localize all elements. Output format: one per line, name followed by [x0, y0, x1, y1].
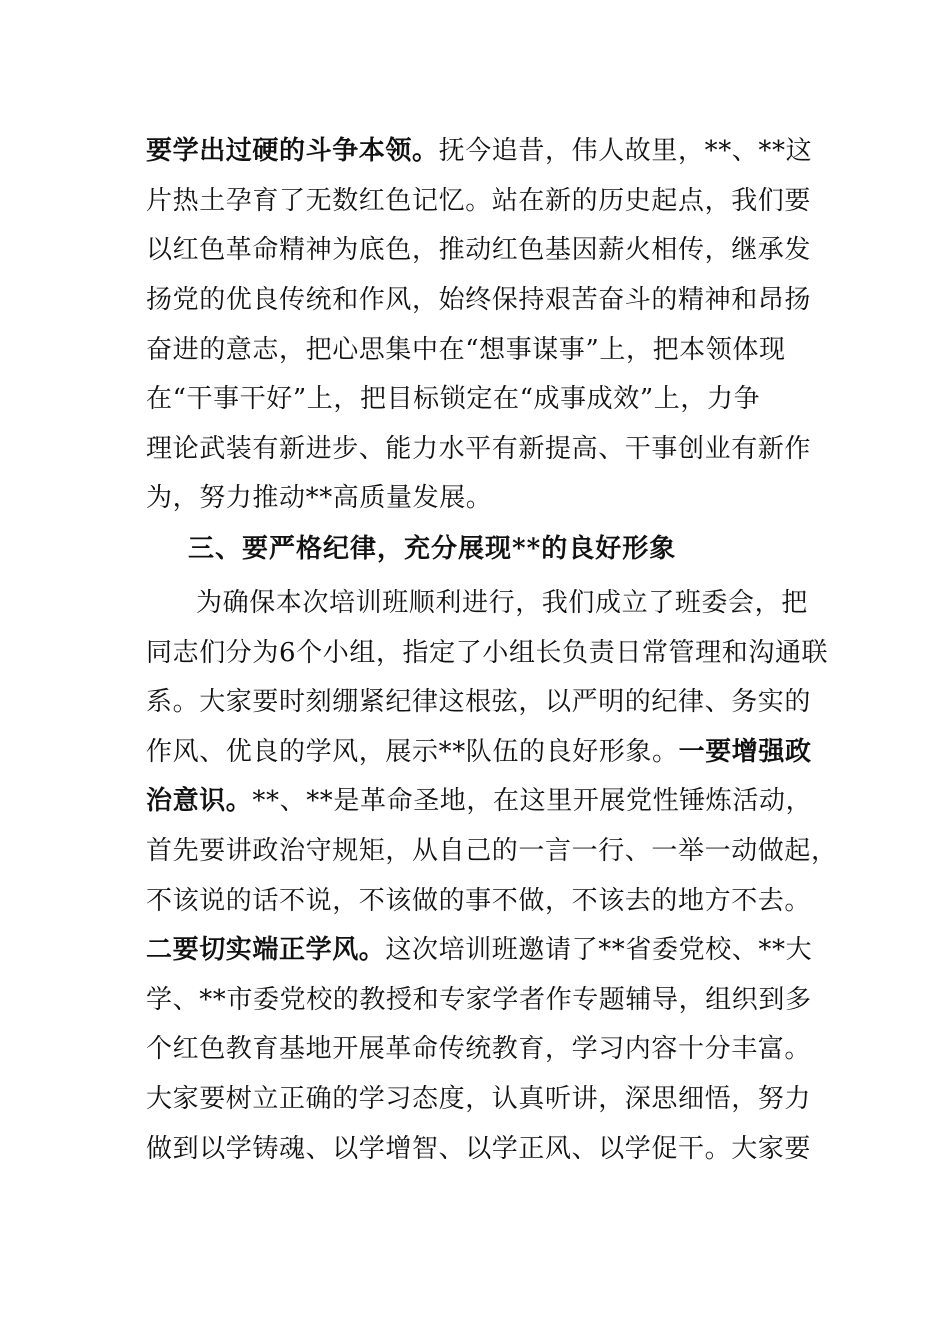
text-line-6 — [146, 374, 760, 424]
text-line-4 — [146, 275, 811, 325]
line-text: 作风、优良的学风，展示**队伍的良好形象。 — [146, 737, 679, 767]
text-line-20 — [146, 1074, 811, 1124]
line-text: 扬党的优良传统和作风，始终保持艰苦奋斗的精神和昂扬 — [146, 285, 812, 315]
text-line-16 — [146, 876, 811, 926]
line-text: 奋进的意志，把心思集中在“想事谋事”上，把本领体现 — [146, 335, 786, 365]
bold-phrase: 二要切实端正学风。 — [146, 935, 386, 965]
line-text: **、**是革命圣地，在这里开展党性锤炼活动， — [252, 786, 813, 816]
text-line-7 — [146, 424, 811, 474]
bold-phrase: 要学出过硬的斗争本领。 — [146, 136, 439, 166]
line-text: 做到以学铸魂、以学增智、以学正风、以学促干。大家要 — [146, 1134, 812, 1164]
bold-phrase: 一要增强政 — [678, 737, 812, 767]
text-line-15 — [146, 826, 838, 876]
line-text: 不该说的话不说，不该做的事不做，不该去的地方不去。 — [146, 886, 812, 916]
text-line-17 — [146, 925, 812, 975]
text-line-5 — [146, 325, 786, 375]
text-line-21 — [146, 1124, 811, 1174]
text-line-12 — [146, 677, 811, 727]
section-heading — [188, 524, 676, 574]
line-text: 理论武装有新进步、能力水平有新提高、干事创业有新作 — [146, 434, 812, 464]
line-text: 个红色教育基地开展革命传统教育，学习内容十分丰富。 — [146, 1034, 812, 1064]
text-line-10 — [196, 578, 808, 628]
line-text: 大家要树立正确的学习态度，认真听讲，深思细悟，努力 — [146, 1084, 812, 1114]
text-line-18 — [146, 975, 812, 1025]
text-line-19 — [146, 1024, 811, 1074]
line-text: 在“干事干好”上，把目标锁定在“成事成效”上，力争 — [146, 384, 761, 414]
line-text: 以红色革命精神为底色，推动红色基因薪火相传，继承发 — [146, 235, 812, 265]
text-line-13 — [146, 727, 812, 777]
line-text: 首先要讲政治守规矩，从自己的一言一行、一举一动做起， — [146, 836, 838, 866]
heading-text: 三、要严格纪律，充分展现**的良好形象 — [188, 534, 677, 564]
bold-phrase: 治意识。 — [146, 786, 253, 816]
text-line-14 — [146, 776, 812, 826]
line-text: 片热土孕育了无数红色记忆。站在新的历史起点，我们要 — [146, 186, 812, 216]
line-text: 这次培训班邀请了**省委党校、**大 — [385, 935, 813, 965]
text-line-2 — [146, 176, 811, 226]
text-line-8 — [146, 473, 492, 523]
line-text: 学、**市委党校的教授和专家学者作专题辅导，组织到多 — [146, 985, 812, 1015]
text-line-3 — [146, 225, 811, 275]
line-text: 为确保本次培训班顺利进行，我们成立了班委会，把 — [196, 588, 808, 618]
line-text: 抚今追昔，伟人故里，**、**这 — [438, 136, 813, 166]
text-line-1 — [146, 126, 812, 176]
text-line-11 — [146, 628, 828, 678]
line-text: 系。大家要时刻绷紧纪律这根弦，以严明的纪律、务实的 — [146, 687, 812, 717]
line-text: 为，努力推动**高质量发展。 — [146, 483, 493, 513]
line-text: 同志们分为6个小组，指定了小组长负责日常管理和沟通联 — [146, 638, 829, 668]
